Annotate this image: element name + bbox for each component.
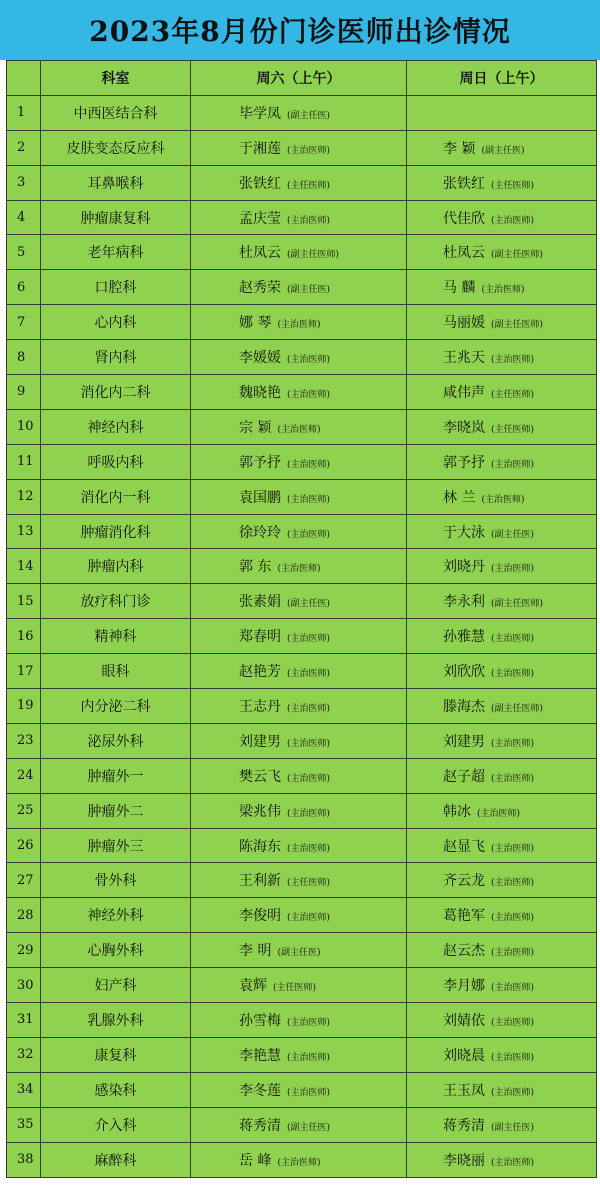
doctor-title: (主治医师) [491,669,535,680]
table-row [7,758,597,793]
saturday-doctor-cell [191,758,407,793]
department-cell: 口腔科 [41,270,191,305]
department-cell: 皮肤变态反应科 [41,130,191,165]
saturday-doctor-cell [191,130,407,165]
table-row [7,619,597,654]
saturday-doctor-cell [191,409,407,444]
doctor-title: (副主任医) [287,285,331,296]
doctor-name: 咸伟声 [443,384,485,401]
department-cell: 肿瘤消化科 [41,514,191,549]
department-cell: 介入科 [41,1107,191,1142]
table-row [7,723,597,758]
doctor-title: (主治医师) [287,529,331,540]
table-row [7,793,597,828]
doctor-title: (主治医师) [491,1087,535,1098]
department-cell: 老年病科 [41,235,191,270]
doctor-title: (主治医师) [287,1052,331,1063]
doctor-title: (主治医师) [287,669,331,680]
doctor-name: 蒋秀清 [239,1117,281,1134]
row-number: 6 [7,270,41,305]
doctor-name: 袁辉 [239,978,267,995]
saturday-doctor-cell [191,1072,407,1107]
sunday-doctor-cell [407,758,597,793]
department-cell: 中西医结合科 [41,95,191,130]
doctor-title: (主任医师) [491,389,535,400]
department-cell: 心内科 [41,305,191,340]
table-row [7,270,597,305]
doctor-title: (主治医师) [491,948,535,959]
row-number: 10 [7,409,41,444]
table-row [7,479,597,514]
doctor-title: (副主任医) [481,145,525,156]
sunday-doctor-cell [407,1107,597,1142]
sunday-doctor-cell [407,235,597,270]
header-row [7,61,597,96]
department-cell: 耳鼻喉科 [41,165,191,200]
table-row [7,340,597,375]
row-number: 19 [7,689,41,724]
table-row [7,200,597,235]
doctor-title: (主治医师) [277,564,321,575]
doctor-name: 马 麟 [443,280,476,297]
department-cell: 心胸外科 [41,933,191,968]
table-row [7,95,597,130]
doctor-name: 郑春明 [239,629,281,646]
row-number: 32 [7,1037,41,1072]
row-number: 38 [7,1142,41,1177]
doctor-title: (主治医师) [491,215,535,226]
table-row [7,375,597,410]
sunday-doctor-cell [407,793,597,828]
sunday-doctor-cell [407,863,597,898]
saturday-doctor-cell [191,898,407,933]
department-cell: 内分泌二科 [41,689,191,724]
department-cell: 肿瘤康复科 [41,200,191,235]
doctor-name: 李冬莲 [239,1082,281,1099]
saturday-doctor-cell [191,1107,407,1142]
department-cell: 消化内一科 [41,479,191,514]
header-saturday: 周六（上午） [191,61,407,96]
doctor-title: (主治医师) [491,634,535,645]
doctor-name: 齐云龙 [443,873,485,890]
doctor-name: 李艳慧 [239,1047,281,1064]
row-number: 5 [7,235,41,270]
doctor-name: 韩冰 [443,803,471,820]
doctor-name: 李晓岚 [443,419,485,436]
doctor-title: (主任医师) [273,983,317,994]
doctor-title: (主治医师) [491,983,535,994]
row-number: 25 [7,793,41,828]
row-number: 28 [7,898,41,933]
saturday-doctor-cell [191,723,407,758]
doctor-title: (主治医师) [491,1052,535,1063]
row-number: 29 [7,933,41,968]
title-banner [0,0,600,60]
row-number: 15 [7,584,41,619]
doctor-name: 樊云飞 [239,768,281,785]
row-number: 1 [7,95,41,130]
schedule-table [6,60,597,1178]
department-cell: 神经内科 [41,409,191,444]
saturday-doctor-cell [191,1142,407,1177]
table-row [7,654,597,689]
department-cell: 眼科 [41,654,191,689]
doctor-name: 李晓丽 [443,1152,485,1169]
doctor-title: (主治医师) [287,215,331,226]
doctor-name: 赵艳芳 [239,664,281,681]
doctor-title: (主治医师) [477,808,521,819]
department-cell: 麻醉科 [41,1142,191,1177]
department-cell: 肿瘤外一 [41,758,191,793]
doctor-name: 李永利 [443,594,485,611]
department-cell: 消化内二科 [41,375,191,410]
table-row [7,130,597,165]
row-number: 34 [7,1072,41,1107]
doctor-title: (主治医师) [287,459,331,470]
doctor-name: 李俊明 [239,908,281,925]
doctor-title: (副主任医师) [287,250,340,261]
department-cell: 肾内科 [41,340,191,375]
doctor-title: (主治医师) [491,355,535,366]
doctor-title: (主治医师) [491,843,535,854]
doctor-name: 徐玲玲 [239,524,281,541]
doctor-name: 赵显飞 [443,838,485,855]
doctor-title: (副主任医) [277,948,321,959]
table-row [7,1072,597,1107]
doctor-title: (主治医师) [491,459,535,470]
department-cell: 肿瘤外二 [41,793,191,828]
table-row [7,584,597,619]
doctor-title: (副主任医) [491,529,535,540]
header-no [7,61,41,96]
doctor-name: 于大泳 [443,524,485,541]
doctor-title: (副主任医) [287,110,331,121]
doctor-title: (主治医师) [287,773,331,784]
doctor-name: 王利新 [239,873,281,890]
sunday-doctor-cell [407,340,597,375]
doctor-name: 刘晓晨 [443,1047,485,1064]
sunday-doctor-cell [407,95,597,130]
doctor-name: 刘欣欣 [443,664,485,681]
doctor-name: 宗 颖 [239,419,272,436]
doctor-title: (副主任医) [287,599,331,610]
row-number: 7 [7,305,41,340]
doctor-name: 孙雅慧 [443,629,485,646]
doctor-name: 马丽媛 [443,315,485,332]
row-number: 11 [7,444,41,479]
sunday-doctor-cell [407,270,597,305]
sunday-doctor-cell [407,654,597,689]
sunday-doctor-cell [407,619,597,654]
table-row [7,235,597,270]
doctor-name: 滕海杰 [443,698,485,715]
doctor-name: 赵子超 [443,768,485,785]
sunday-doctor-cell [407,514,597,549]
doctor-title: (主治医师) [287,913,331,924]
doctor-title: (主治医师) [491,564,535,575]
doctor-title: (主治医师) [481,494,525,505]
saturday-doctor-cell [191,863,407,898]
doctor-title: (副主任医师) [491,250,544,261]
header-dept: 科室 [41,61,191,96]
doctor-name: 蒋秀清 [443,1117,485,1134]
doctor-title: (副主任医师) [491,599,544,610]
saturday-doctor-cell [191,200,407,235]
saturday-doctor-cell [191,828,407,863]
table-row [7,933,597,968]
sunday-doctor-cell [407,305,597,340]
doctor-name: 梁兆伟 [239,803,281,820]
sunday-doctor-cell [407,479,597,514]
doctor-title: (主治医师) [287,145,331,156]
doctor-title: (主治医师) [287,355,331,366]
doctor-name: 岳 峰 [239,1152,272,1169]
department-cell: 泌尿外科 [41,723,191,758]
sunday-doctor-cell [407,130,597,165]
sunday-doctor-cell [407,549,597,584]
doctor-name: 毕学凤 [239,105,281,122]
doctor-name: 李 明 [239,943,272,960]
row-number: 26 [7,828,41,863]
doctor-name: 林 兰 [443,489,476,506]
doctor-name: 赵秀荣 [239,280,281,297]
saturday-doctor-cell [191,619,407,654]
row-number: 8 [7,340,41,375]
sunday-doctor-cell [407,1003,597,1038]
row-number: 3 [7,165,41,200]
saturday-doctor-cell [191,1037,407,1072]
doctor-name: 王玉凤 [443,1082,485,1099]
table-row [7,1107,597,1142]
saturday-doctor-cell [191,305,407,340]
doctor-title: (副主任医) [287,1122,331,1133]
sunday-doctor-cell [407,375,597,410]
table-row [7,968,597,1003]
department-cell: 放疗科门诊 [41,584,191,619]
doctor-title: (主治医师) [287,808,331,819]
doctor-name: 刘建男 [443,733,485,750]
sunday-doctor-cell [407,584,597,619]
sunday-doctor-cell [407,444,597,479]
row-number: 23 [7,723,41,758]
header-sunday: 周日（上午） [407,61,597,96]
saturday-doctor-cell [191,95,407,130]
page-title: 2023年8月份门诊医师出诊情况 [89,15,511,48]
saturday-doctor-cell [191,1003,407,1038]
doctor-name: 代佳欣 [443,210,485,227]
doctor-name: 李月娜 [443,978,485,995]
doctor-title: (主治医师) [277,1157,321,1168]
saturday-doctor-cell [191,235,407,270]
table-row [7,305,597,340]
doctor-title: (主治医师) [491,738,535,749]
doctor-title: (主治医师) [287,1017,331,1028]
saturday-doctor-cell [191,654,407,689]
doctor-title: (主治医师) [287,389,331,400]
doctor-name: 杜凤云 [239,245,281,262]
saturday-doctor-cell [191,340,407,375]
department-cell: 感染科 [41,1072,191,1107]
doctor-title: (主任医师) [491,424,535,435]
saturday-doctor-cell [191,165,407,200]
doctor-name: 孙雪梅 [239,1012,281,1029]
doctor-name: 张铁红 [239,175,281,192]
doctor-name: 王志丹 [239,698,281,715]
department-cell: 康复科 [41,1037,191,1072]
doctor-title: (副主任医) [491,1122,535,1133]
table-row [7,689,597,724]
doctor-title: (主治医师) [491,913,535,924]
doctor-name: 郭予抒 [239,454,281,471]
sunday-doctor-cell [407,1072,597,1107]
department-cell: 神经外科 [41,898,191,933]
row-number: 12 [7,479,41,514]
saturday-doctor-cell [191,689,407,724]
row-number: 30 [7,968,41,1003]
doctor-name: 郭 东 [239,559,272,576]
doctor-name: 王兆天 [443,350,485,367]
row-number: 14 [7,549,41,584]
doctor-name: 刘建男 [239,733,281,750]
doctor-title: (主治医师) [277,424,321,435]
table-row [7,863,597,898]
sunday-doctor-cell [407,165,597,200]
department-cell: 骨外科 [41,863,191,898]
sunday-doctor-cell [407,723,597,758]
row-number: 9 [7,375,41,410]
row-number: 13 [7,514,41,549]
sunday-doctor-cell [407,898,597,933]
table-row [7,409,597,444]
doctor-title: (主任医师) [491,180,535,191]
doctor-title: (副主任医师) [491,320,544,331]
sunday-doctor-cell [407,828,597,863]
doctor-title: (主治医师) [287,738,331,749]
doctor-title: (主治医师) [287,494,331,505]
row-number: 16 [7,619,41,654]
doctor-title: (主治医师) [491,1157,535,1168]
department-cell: 呼吸内科 [41,444,191,479]
doctor-title: (主治医师) [491,773,535,784]
table-row [7,828,597,863]
doctor-name: 刘婧依 [443,1012,485,1029]
sunday-doctor-cell [407,1142,597,1177]
table-row [7,1037,597,1072]
doctor-title: (主治医师) [277,320,321,331]
doctor-name: 魏晓艳 [239,384,281,401]
sunday-doctor-cell [407,200,597,235]
doctor-title: (主任医师) [287,878,331,889]
doctor-title: (主治医师) [491,1017,535,1028]
sunday-doctor-cell [407,1037,597,1072]
saturday-doctor-cell [191,549,407,584]
row-number: 31 [7,1003,41,1038]
table-row [7,165,597,200]
doctor-title: (副主任医师) [491,703,544,714]
doctor-name: 于湘莲 [239,140,281,157]
saturday-doctor-cell [191,270,407,305]
table-row [7,549,597,584]
doctor-name: 李 颖 [443,140,476,157]
doctor-title: (主治医师) [481,285,525,296]
doctor-name: 袁国鹏 [239,489,281,506]
table-row [7,898,597,933]
sunday-doctor-cell [407,689,597,724]
doctor-name: 娜 琴 [239,315,272,332]
row-number: 27 [7,863,41,898]
table-row [7,514,597,549]
doctor-name: 张素娟 [239,594,281,611]
row-number: 17 [7,654,41,689]
doctor-name: 李媛媛 [239,350,281,367]
table-row [7,1142,597,1177]
saturday-doctor-cell [191,479,407,514]
sunday-doctor-cell [407,409,597,444]
saturday-doctor-cell [191,968,407,1003]
doctor-name: 杜凤云 [443,245,485,262]
sunday-doctor-cell [407,933,597,968]
doctor-title: (主任医师) [287,180,331,191]
department-cell: 精神科 [41,619,191,654]
doctor-title: (主治医师) [287,843,331,854]
row-number: 35 [7,1107,41,1142]
saturday-doctor-cell [191,514,407,549]
row-number: 24 [7,758,41,793]
doctor-title: (主治医师) [491,878,535,889]
doctor-name: 张铁红 [443,175,485,192]
row-number: 2 [7,130,41,165]
doctor-name: 郭予抒 [443,454,485,471]
saturday-doctor-cell [191,444,407,479]
sunday-doctor-cell [407,968,597,1003]
doctor-name: 陈海东 [239,838,281,855]
doctor-name: 葛艳军 [443,908,485,925]
department-cell: 乳腺外科 [41,1003,191,1038]
doctor-name: 孟庆莹 [239,210,281,227]
doctor-title: (主治医师) [287,634,331,645]
department-cell: 肿瘤内科 [41,549,191,584]
saturday-doctor-cell [191,793,407,828]
table-row [7,1003,597,1038]
doctor-title: (主治医师) [287,703,331,714]
table-row [7,444,597,479]
saturday-doctor-cell [191,933,407,968]
doctor-name: 赵云杰 [443,943,485,960]
row-number: 4 [7,200,41,235]
doctor-title: (主治医师) [287,1087,331,1098]
department-cell: 妇产科 [41,968,191,1003]
saturday-doctor-cell [191,375,407,410]
schedule-rows [7,95,597,1177]
saturday-doctor-cell [191,584,407,619]
department-cell: 肿瘤外三 [41,828,191,863]
doctor-name: 刘晓丹 [443,559,485,576]
